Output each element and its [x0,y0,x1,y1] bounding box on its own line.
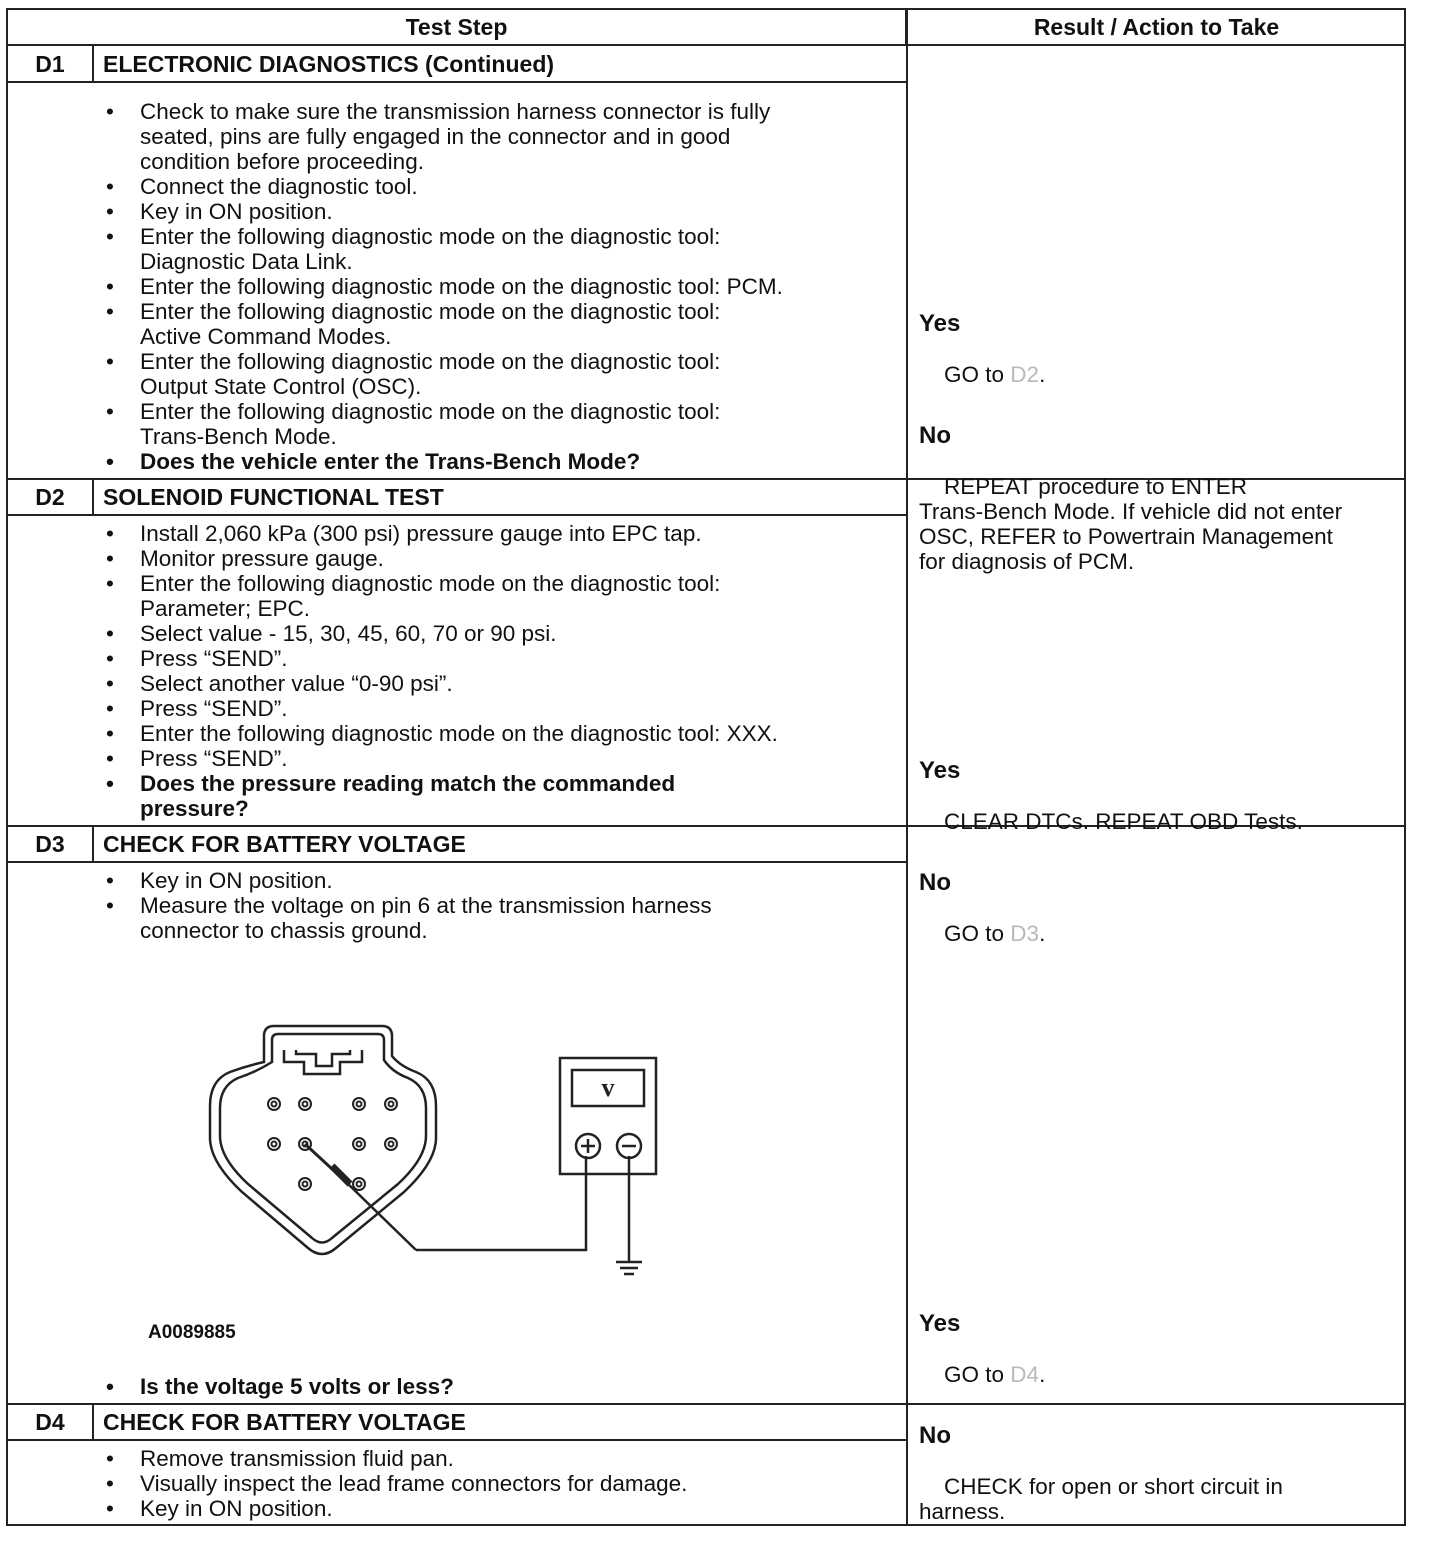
header-result-action: Result / Action to Take [907,10,1406,46]
no-action: CHECK for open or short circuit in harness. [919,1474,1283,1524]
list-item: • Press “SEND”. [100,746,778,771]
list-item: • Select another value “0-90 psi”. [100,671,778,696]
step-link[interactable]: D4 [1010,1362,1040,1387]
diagnostic-table [6,8,1406,1526]
list-item: • Check to make sure the transmission harness connector is fully seated, pins are fully engaged in the connector and in good condition before proceeding. [100,99,783,174]
list-item: • Install 2,060 kPa (300 psi) pressure gauge into EPC tap. [100,521,778,546]
id-divider [92,480,94,515]
list-item: • Measure the voltage on pin 6 at the transmission harness connector to chassis ground. [100,893,712,943]
no-action: GO to [944,921,1011,946]
list-item: • Select value - 15, 30, 45, 60, 70 or 90 psi. [100,621,778,646]
result-block: Yes CLEAR DTCs. REPEAT OBD Tests. No GO to D3. [919,757,1303,946]
step-list [100,1446,687,1521]
id-divider [92,46,94,82]
id-divider [92,827,94,862]
result-block: Yes GO to D4. No CHECK for open or short circuit in harness. [919,1310,1283,1524]
step-title: ELECTRONIC DIAGNOSTICS (Continued) [103,51,555,77]
step-question: • Does the pressure reading match the commanded pressure? [100,771,778,821]
yes-action: GO to [944,1362,1011,1387]
list-item: • Enter the following diagnostic mode on the diagnostic tool: Diagnostic Data Link. [100,224,783,274]
list-item: • Monitor pressure gauge. [100,546,778,571]
list-item: • Enter the following diagnostic mode on the diagnostic tool: Trans-Bench Mode. [100,399,783,449]
list-item: • Enter the following diagnostic mode on the diagnostic tool: Output State Control (OSC). [100,349,783,399]
step-id: D1 [35,51,65,77]
no-label: No [919,1422,951,1449]
figure-code: A0089885 [148,1322,236,1343]
list-item: • Key in ON position. [100,1496,687,1521]
list-item: • Press “SEND”. [100,646,778,671]
step-link[interactable]: D3 [1010,921,1040,946]
no-label: No [919,869,951,896]
step-id: D2 [35,484,65,510]
title-divider [8,1439,906,1441]
step-title: CHECK FOR BATTERY VOLTAGE [103,1409,466,1435]
step-question: • Is the voltage 5 volts or less? [100,1374,454,1399]
step-list [100,521,778,821]
yes-action: GO to [944,362,1011,387]
no-action: REPEAT procedure to ENTER Trans-Bench Mode. If vehicle did not enter OSC, REFER to Powertrain Management for diagnosis of PCM. [919,474,1343,574]
yes-action: CLEAR DTCs. REPEAT OBD Tests. [944,809,1303,834]
list-item: • Enter the following diagnostic mode on the diagnostic tool: PCM. [100,274,783,299]
step-list [100,1374,454,1399]
list-item: • Remove transmission fluid pan. [100,1446,687,1471]
list-item: • Enter the following diagnostic mode on the diagnostic tool: Active Command Modes. [100,299,783,349]
id-divider [92,1405,94,1440]
title-divider [8,514,906,516]
yes-label: Yes [919,310,961,337]
no-label: No [919,422,951,449]
title-divider [8,861,906,863]
title-divider [8,81,906,83]
column-divider [906,10,908,1526]
yes-label: Yes [919,757,961,784]
meter-symbol: v [601,1073,615,1102]
list-item: • Enter the following diagnostic mode on the diagnostic tool: XXX. [100,721,778,746]
list-item: • Press “SEND”. [100,696,778,721]
list-item: • Key in ON position. [100,199,783,224]
step-id: D4 [35,1409,65,1435]
result-block: Yes GO to D2. No REPEAT procedure to ENTER Trans-Bench Mode. If vehicle did not enter OSC, REFER to Powertrain Management for diagnosis of PCM. [919,310,1343,574]
connector-voltmeter-diagram [204,1022,674,1282]
list-item: • Visually inspect the lead frame connectors for damage. [100,1471,687,1496]
yes-label: Yes [919,1310,961,1337]
step-link[interactable]: D2 [1010,362,1040,387]
step-title: CHECK FOR BATTERY VOLTAGE [103,831,466,857]
header-test-step: Test Step [8,10,907,46]
step-question: • Does the vehicle enter the Trans-Bench Mode? [100,449,783,474]
list-item: • Connect the diagnostic tool. [100,174,783,199]
list-item: • Key in ON position. [100,868,712,893]
step-id: D3 [35,831,65,857]
step-list [100,99,783,474]
step-list [100,868,712,943]
list-item: • Enter the following diagnostic mode on the diagnostic tool: Parameter; EPC. [100,571,778,621]
step-title: SOLENOID FUNCTIONAL TEST [103,484,444,510]
